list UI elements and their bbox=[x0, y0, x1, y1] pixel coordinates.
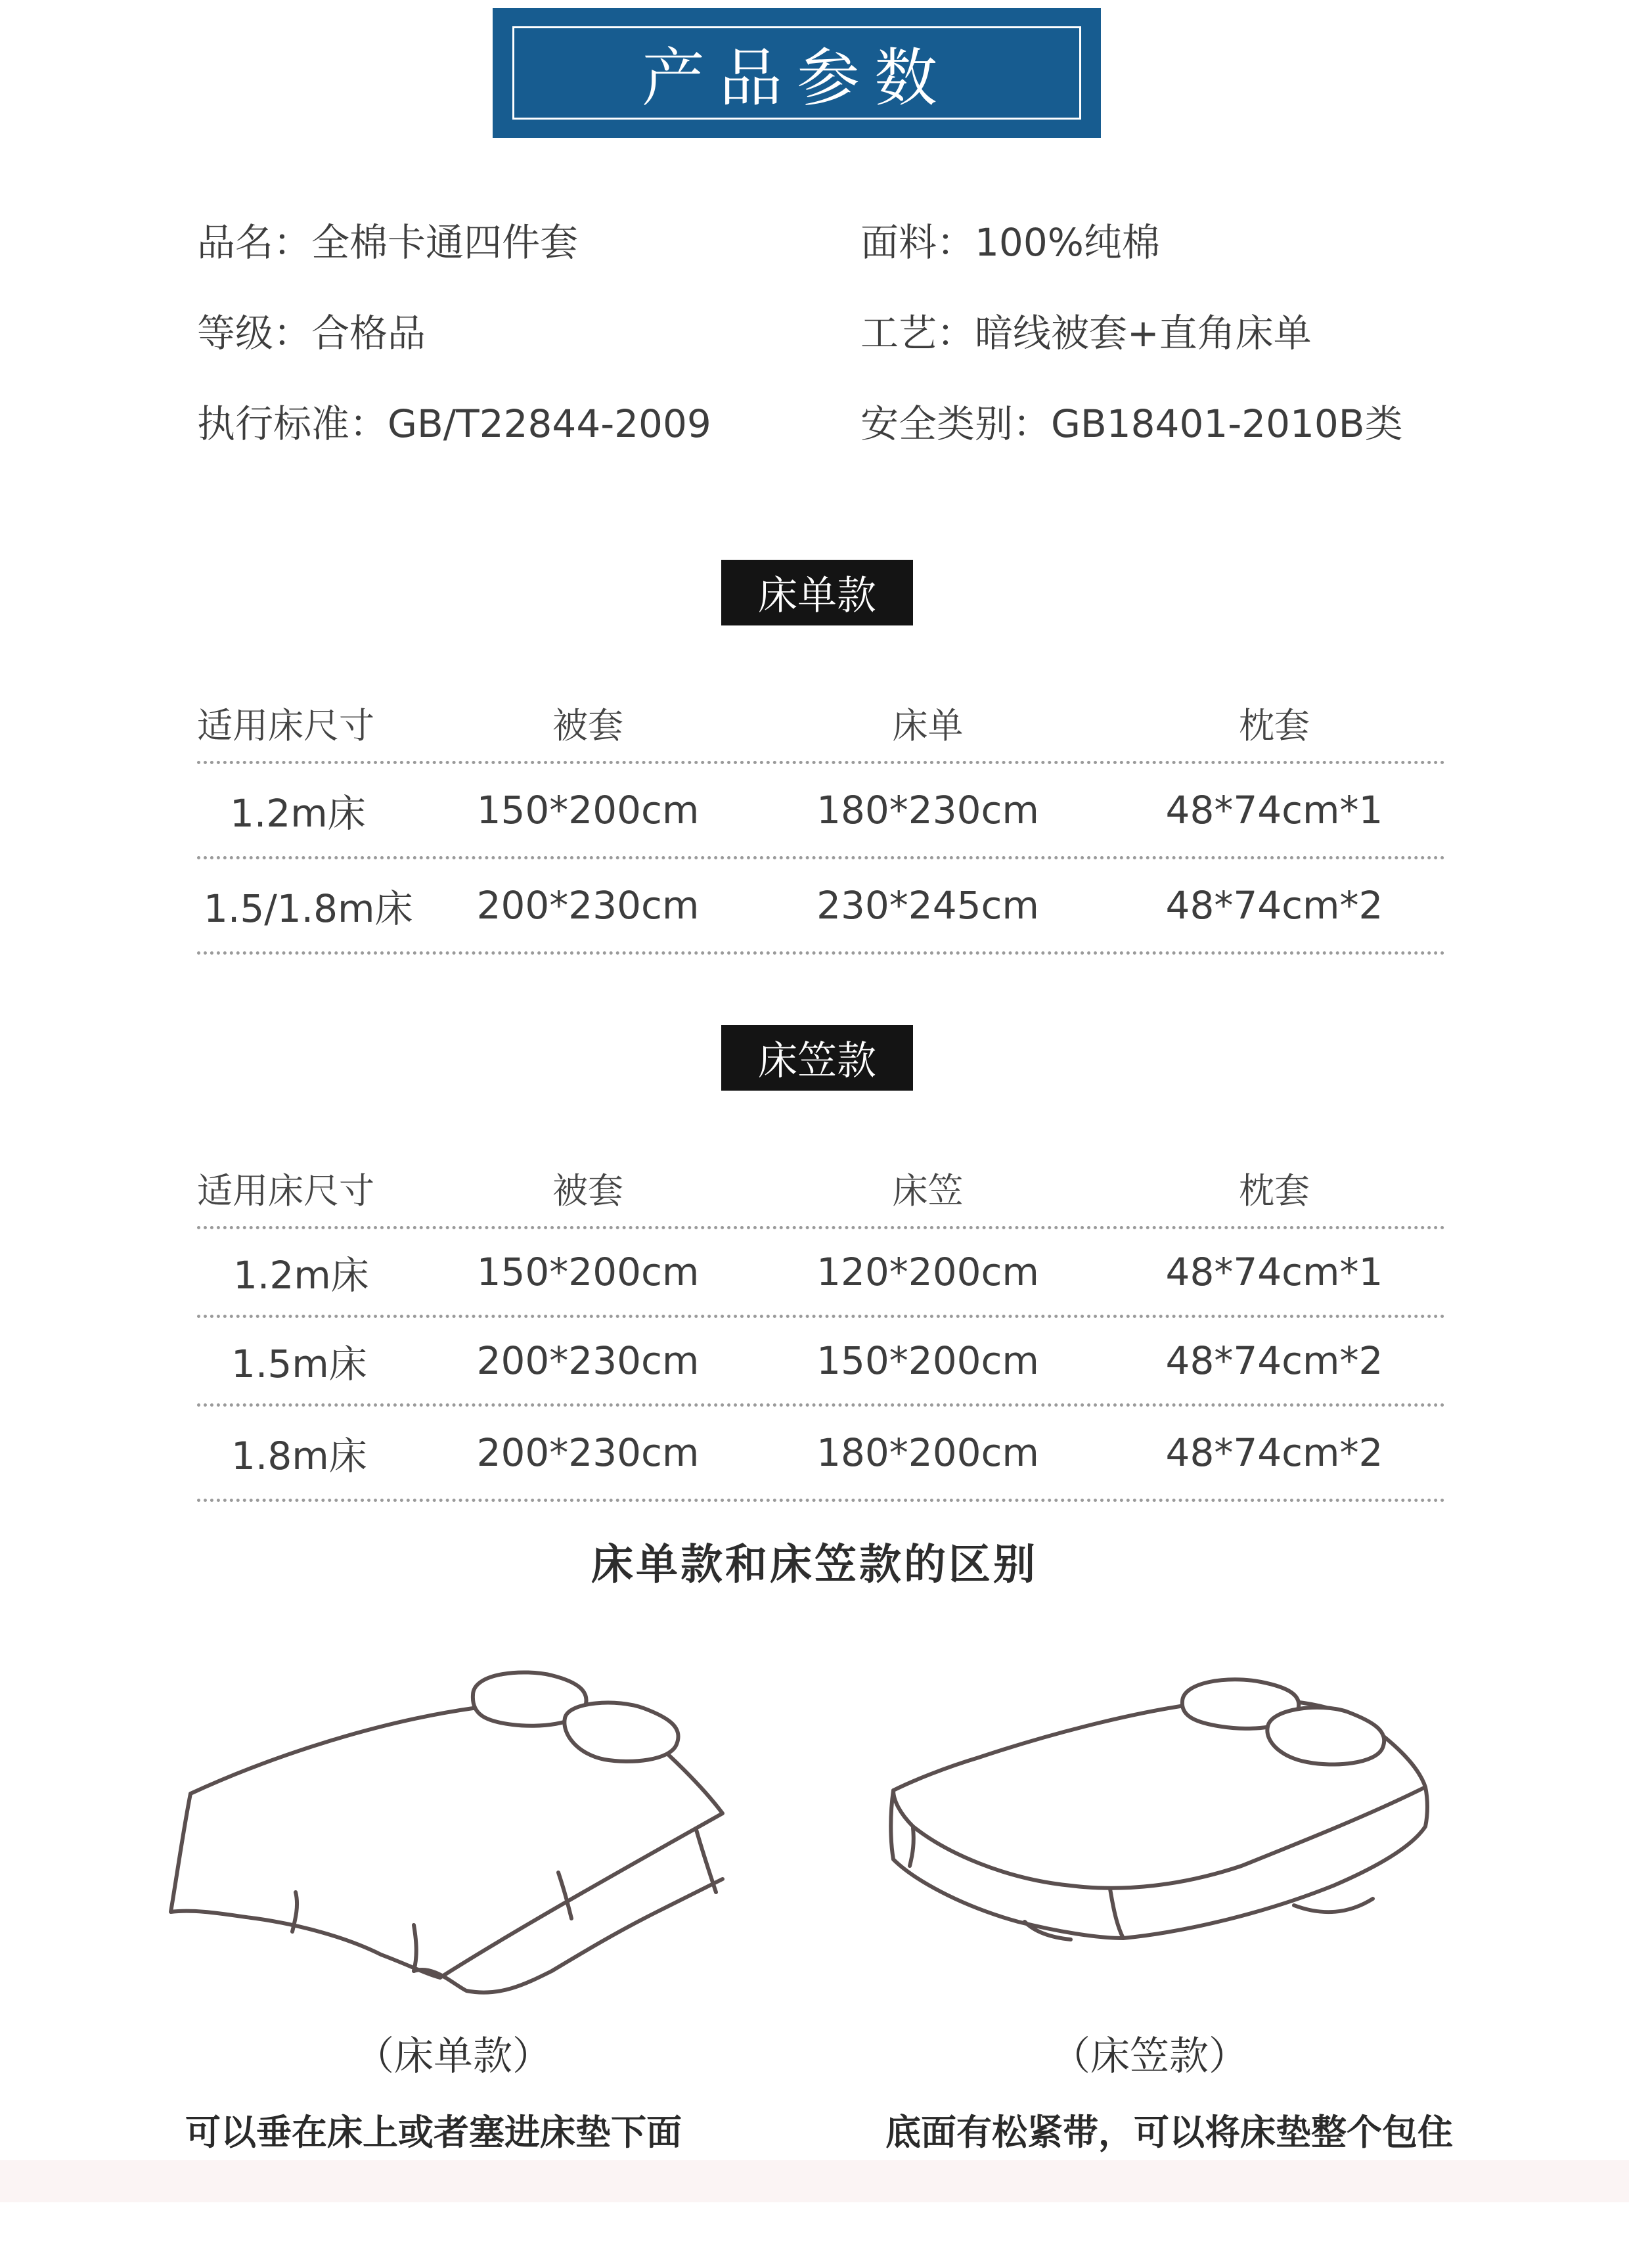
cell-bed-size: 1.2m床 bbox=[230, 791, 366, 836]
mattress-sides bbox=[891, 1787, 1427, 1938]
spec-product-name: 品名：全棉卡通四件套 bbox=[197, 220, 579, 265]
col-header-pillowcase: 枕套 bbox=[1239, 1169, 1310, 1212]
spec-fabric: 面料：100%纯棉 bbox=[860, 220, 1160, 265]
table-header-row bbox=[197, 1155, 1445, 1221]
cell-bed-size: 1.8m床 bbox=[231, 1434, 367, 1478]
col-header-bed-size: 适用床尺寸 bbox=[197, 1169, 374, 1212]
cell-sheet: 180*230cm bbox=[816, 788, 1039, 832]
spec-standard: 执行标准：GB/T22844-2009 bbox=[197, 401, 711, 446]
cell-duvet-cover: 200*230cm bbox=[476, 1338, 700, 1383]
header-banner-frame bbox=[512, 26, 1081, 120]
cell-pillowcase: 48*74cm*2 bbox=[1165, 1338, 1383, 1383]
cell-bed-size: 1.5/1.8m床 bbox=[204, 886, 413, 931]
col-header-bed-size: 适用床尺寸 bbox=[197, 704, 374, 746]
flat-sheet-caption: （床单款） bbox=[355, 2033, 552, 2079]
cell-duvet-cover: 150*200cm bbox=[476, 1250, 700, 1294]
pillow-front bbox=[1267, 1708, 1384, 1765]
table-row bbox=[197, 1229, 1445, 1315]
cell-duvet-cover: 200*230cm bbox=[476, 883, 700, 928]
fitted-sheet-table bbox=[197, 1155, 1445, 1502]
cell-pillowcase: 48*74cm*2 bbox=[1165, 1430, 1383, 1475]
cell-fitted-sheet: 120*200cm bbox=[816, 1250, 1039, 1294]
col-header-duvet-cover: 被套 bbox=[552, 704, 623, 746]
bottom-band bbox=[0, 2160, 1629, 2202]
flat-sheet-table bbox=[197, 690, 1445, 955]
spec-grade: 等级：合格品 bbox=[197, 311, 426, 355]
pillow-front bbox=[564, 1703, 678, 1761]
col-header-pillowcase: 枕套 bbox=[1239, 704, 1310, 746]
spec-craft: 工艺：暗线被套+直角床单 bbox=[860, 311, 1312, 355]
cell-fitted-sheet: 150*200cm bbox=[816, 1338, 1039, 1383]
header-banner bbox=[493, 8, 1101, 138]
table-divider bbox=[197, 951, 1445, 955]
fitted-sheet-description: 底面有松紧带，可以将床垫整个包住 bbox=[885, 2112, 1453, 2153]
cell-pillowcase: 48*74cm*2 bbox=[1165, 883, 1383, 928]
cell-pillowcase: 48*74cm*1 bbox=[1165, 788, 1383, 832]
col-header-fitted-sheet: 床笠 bbox=[892, 1169, 964, 1212]
flat-sheet-description: 可以垂在床上或者塞进床垫下面 bbox=[185, 2112, 682, 2153]
cell-bed-size: 1.5m床 bbox=[231, 1342, 367, 1386]
table-header-row bbox=[197, 690, 1445, 756]
table-row bbox=[197, 1407, 1445, 1499]
flat-sheet-illustration bbox=[158, 1656, 749, 2010]
page-title: 产品参数 bbox=[642, 41, 952, 115]
cell-bed-size: 1.2m床 bbox=[233, 1253, 369, 1298]
spec-safety: 安全类别：GB18401-2010B类 bbox=[860, 401, 1403, 446]
col-header-duvet-cover: 被套 bbox=[552, 1169, 623, 1212]
cell-duvet-cover: 200*230cm bbox=[476, 1430, 700, 1475]
table-row bbox=[197, 764, 1445, 856]
flat-sheet-badge: 床单款 bbox=[721, 560, 913, 625]
table-divider bbox=[197, 1499, 1445, 1502]
col-header-sheet: 床单 bbox=[892, 704, 964, 746]
cell-sheet: 230*245cm bbox=[816, 883, 1039, 928]
difference-title: 床单款和床笠款的区别 bbox=[591, 1541, 1038, 1589]
fitted-sheet-illustration bbox=[874, 1656, 1465, 1984]
cell-pillowcase: 48*74cm*1 bbox=[1165, 1250, 1383, 1294]
sheet-drape-edge bbox=[171, 1794, 440, 1978]
cell-fitted-sheet: 180*200cm bbox=[816, 1430, 1039, 1475]
table-row bbox=[197, 859, 1445, 951]
cell-duvet-cover: 150*200cm bbox=[476, 788, 700, 832]
fitted-sheet-caption: （床笠款） bbox=[1051, 2033, 1248, 2079]
fitted-sheet-badge: 床笠款 bbox=[721, 1025, 913, 1091]
table-row bbox=[197, 1318, 1445, 1403]
